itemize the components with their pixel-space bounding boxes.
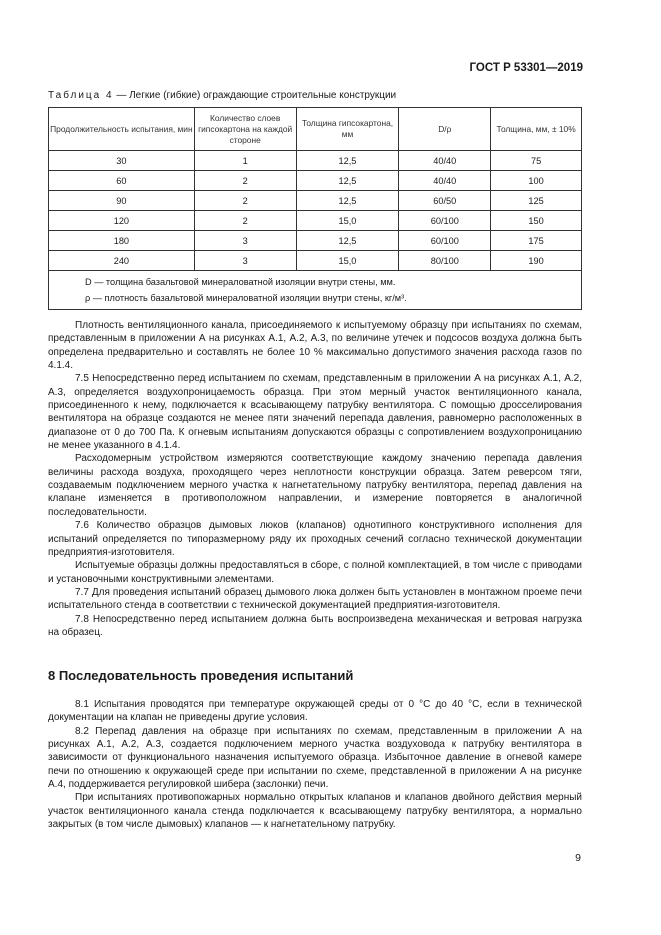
table-cell: 60/100 — [399, 211, 491, 231]
standard-id: ГОСТ Р 53301—2019 — [469, 62, 583, 74]
table-notes-row — [49, 271, 582, 310]
table-row — [49, 151, 582, 171]
table-cell: 2 — [194, 171, 296, 191]
table-caption — [48, 90, 396, 101]
col-header-total-thickness: Толщина, мм, ± 10% — [491, 108, 582, 151]
paragraph: Плотность вентиляционного канала, присоединяемого к испытуемому образцу при испытаниях по схемам, представленным в приложении А на рисунках А.1, А.2, А.3, по величине утечек и подсосов воздуха должна быть определена предварительно и составлять не более 10 % максимально допустимого значения расхода газов по 4.1.4. — [48, 320, 582, 372]
table-cell: 240 — [49, 251, 195, 271]
table-row — [49, 211, 582, 231]
col-header-duration: Продолжительность испытания, мин — [49, 108, 195, 151]
table-cell: 2 — [194, 191, 296, 211]
table-cell: 190 — [491, 251, 582, 271]
table-cell: 40/40 — [399, 171, 491, 191]
table-cell: 175 — [491, 231, 582, 251]
table-row — [49, 251, 582, 271]
page-number: 9 — [575, 852, 581, 864]
table-cell: 80/100 — [399, 251, 491, 271]
table-cell: 60 — [49, 171, 195, 191]
table-cell: 100 — [491, 171, 582, 191]
table-cell: 90 — [49, 191, 195, 211]
table-cell: 40/40 — [399, 151, 491, 171]
table-cell: 15,0 — [296, 251, 399, 271]
paragraph: 7.5 Непосредственно перед испытанием по схемам, представленным в приложении А на рисунках А.1, А.2, А.3, определяется воздухопроницаемость образца. При этом мерный участок вентиляционного канала, присоединенного к нему, подключается к всасывающему патрубку вентилятора. С помощью дросселирования вентилятора на образце создаются не менее пяти значений перепада давления, равномерно расположенных в диапазоне от 0 до 700 Па. К огневым испытаниям допускаются образцы с сопротивлением воздухопроницанию не менее указанного в 4.1.4. — [48, 373, 582, 452]
note-d: D — толщина базальтовой минераловатной изоляции внутри стены, мм. — [85, 277, 396, 287]
table-cell: 3 — [194, 251, 296, 271]
table-cell: 12,5 — [296, 171, 399, 191]
table-cell: 150 — [491, 211, 582, 231]
insulation-table — [48, 107, 582, 310]
section7-text — [48, 319, 582, 639]
table-cell: 120 — [49, 211, 195, 231]
table-cell: 75 — [491, 151, 582, 171]
col-header-layers: Количество слоев гипсокартона на каждой стороне — [194, 108, 296, 151]
table-cell: 180 — [49, 231, 195, 251]
section8-text — [48, 698, 582, 831]
paragraph: 8.2 Перепад давления на образце при испытаниях по схемам, представленным в приложении А на рисунках А.1, А.2, А.3, создается подключением мерного участка воздуховода к патрубку вентилятора в зависимости от функционального назначения испытуемого образца. Избыточное давление в огневой камере печи по отношению к окружающей среде при испытании по схеме, представленной в приложении А на рисунке А.4, поддерживается регулировкой шибера (заслонки) печи. — [48, 725, 582, 791]
paragraph: 7.7 Для проведения испытаний образец дымового люка должен быть установлен в монтажном проеме печи испытательного стенда в соответствии с технической документацией предприятия-изготовителя. — [48, 586, 582, 612]
table-cell: 2 — [194, 211, 296, 231]
table-caption-label: Таблица 4 — [48, 90, 114, 101]
table-cell: 12,5 — [296, 191, 399, 211]
note-rho: ρ — плотность базальтовой минераловатной изоляции внутри стены, кг/м³. — [85, 293, 407, 303]
col-header-d-rho: D/ρ — [399, 108, 491, 151]
table-row — [49, 171, 582, 191]
paragraph: 7.6 Количество образцов дымовых люков (клапанов) однотипного конструктивного исполнения для испытаний определяется по типоразмерному ряду их проходных сечений согласно технической документации предприятия-изготовителя. — [48, 520, 582, 558]
table-cell: 30 — [49, 151, 195, 171]
table-notes — [49, 271, 582, 310]
table-row — [49, 231, 582, 251]
paragraph: Испытуемые образцы должны предоставляться в сборе, с полной комплектацией, в том числе с приводами и установочными конструктивными элементами. — [48, 560, 582, 585]
table-caption-text: — Легкие (гибкие) ограждающие строительные конструкции — [113, 90, 397, 101]
paragraph: Расходомерным устройством измеряются соответствующие каждому значению перепада давления величины расхода воздуха, проходящего через неплотности конструкции образца. Затем реверсом тяги, создаваемым подключением мерного участка к нагнетательному патрубку вентилятора, перепад давления на клапане изменяется в противоположном направлении, и измерение повторяется в аналогичной последовательности. — [48, 453, 582, 518]
paragraph: 7.8 Непосредственно перед испытанием должна быть воспроизведена механическая и ветровая нагрузка на образец. — [48, 613, 582, 638]
paragraph: При испытаниях противопожарных нормально открытых клапанов и клапанов двойного действия мерный участок вентиляционного канала стенда подключается к всасывающему патрубку вентилятора, а нормально закрытых (в том числе дымовых) клапанов — к нагнетательному патрубку. — [48, 792, 582, 831]
table-cell: 60/50 — [399, 191, 491, 211]
table-cell: 15,0 — [296, 211, 399, 231]
table-cell: 12,5 — [296, 151, 399, 171]
table-cell: 60/100 — [399, 231, 491, 251]
col-header-board-thickness: Толщина гипсокартона, мм — [296, 108, 399, 151]
table-header-row — [49, 108, 582, 151]
table-cell: 12,5 — [296, 231, 399, 251]
table-cell: 1 — [194, 151, 296, 171]
table-row — [49, 191, 582, 211]
paragraph: 8.1 Испытания проводятся при температуре окружающей среды от 0 °С до 40 °С, если в технической документации на клапан не приведены другие условия. — [48, 699, 582, 724]
table-cell: 125 — [491, 191, 582, 211]
table-cell: 3 — [194, 231, 296, 251]
section-heading: 8 Последовательность проведения испытаний — [48, 668, 354, 683]
